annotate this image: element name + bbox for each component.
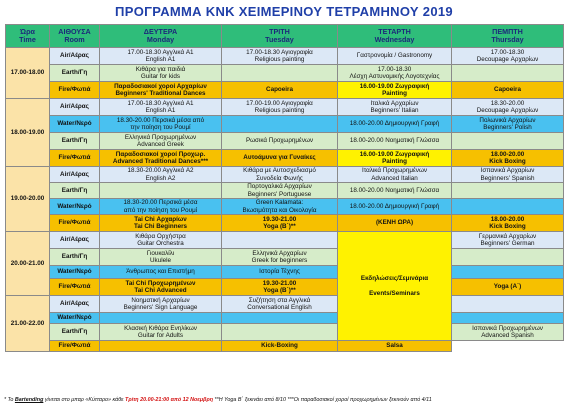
cell — [222, 313, 338, 324]
cell: Γαστρονομία / Gastronomy — [338, 48, 452, 65]
room-earth: Earth/Γη — [50, 133, 100, 150]
cell: 17.00-18.30 Λέσχη Αστυνομικής Λογοτεχνίας — [338, 65, 452, 82]
cell: Yoga (Α΄) — [452, 279, 564, 296]
room-air: Air/Αέρας — [50, 48, 100, 65]
cell: Tai Chi Προχωρημένων Tai Chi Advanced — [100, 279, 222, 296]
room-earth: Earth/Γη — [50, 249, 100, 266]
room-fire: Fire/Φωτιά — [50, 150, 100, 167]
time-slot-2: 18.00-19.00 — [6, 99, 50, 167]
page-title: ΠΡΟΓΡΑΜΜΑ ΚΝΚ ΧΕΙΜΕΡΙΝΟΥ ΤΕΤΡΑΜΗΝΟΥ 2019 — [115, 4, 453, 19]
header-monday: ΔΕΥΤΕΡΑ Monday — [100, 25, 222, 48]
cell: Tai Chi Αρχαρίων Tai Chi Beginners — [100, 215, 222, 232]
cell: Capoeira — [222, 82, 338, 99]
room-water: Water/Νερό — [50, 116, 100, 133]
cell: Ελληνικά Προχωρημένων Advanced Greek — [100, 133, 222, 150]
table-row — [6, 48, 564, 65]
cell: Ισπανικά Αρχαρίων Beginners' Spanish — [452, 167, 564, 183]
header-time: Ώρα Time — [6, 25, 50, 48]
header-room: ΑΙΘΟΥΣΑ Room — [50, 25, 100, 48]
time-slot-3: 19.00-20.00 — [6, 167, 50, 232]
table-row — [6, 324, 564, 341]
table-row — [6, 215, 564, 232]
cell — [222, 65, 338, 82]
cell: Κιθάρα για παιδιά Guitar for kids — [100, 65, 222, 82]
table-row — [6, 150, 564, 167]
table-row — [6, 232, 564, 249]
cell: 18.30-20.00 Decoupage Αρχαρίων — [452, 99, 564, 116]
time-slot-5: 21.00-22.00 — [6, 296, 50, 352]
table-row — [6, 65, 564, 82]
cell — [452, 183, 564, 199]
room-air: Air/Αέρας — [50, 232, 100, 249]
table-row — [6, 296, 564, 313]
room-earth: Earth/Γη — [50, 183, 100, 199]
cell — [100, 313, 222, 324]
cell: 18.30-20.00 Περσικά μέσα από την ποίηση του Ρουμί — [100, 116, 222, 133]
header-thursday: ΠΕΜΠΤΗ Thursday — [452, 25, 564, 48]
cell: 18.00-20.00 Νοηματική Γλώσσα — [338, 133, 452, 150]
room-air: Air/Αέρας — [50, 99, 100, 116]
table-row — [6, 133, 564, 150]
table-row — [6, 313, 564, 324]
cell — [222, 232, 338, 249]
cell: 18.00-20.00 Δημιουργική Γραφή — [338, 199, 452, 215]
table-row — [6, 279, 564, 296]
table-row — [6, 249, 564, 266]
header-tuesday: ΤΡΙΤΗ Tuesday — [222, 25, 338, 48]
table-row — [6, 82, 564, 99]
table-row — [6, 183, 564, 199]
room-water: Water/Νερό — [50, 313, 100, 324]
cell — [222, 116, 338, 133]
cell — [452, 249, 564, 266]
cell: 19.30-21.00 Yoga (Β΄)** — [222, 279, 338, 296]
room-water: Water/Νερό — [50, 199, 100, 215]
cell: 18.00-20.00 Δημιουργική Γραφή — [338, 116, 452, 133]
cell: 18.00-20.00 Kick Boxing — [452, 150, 564, 167]
cell: Γερμανικά Αρχαρίων Beginners' German — [452, 232, 564, 249]
table-row — [6, 116, 564, 133]
header-wednesday: ΤΕΤΑΡΤΗ Wednesday — [338, 25, 452, 48]
cell: 17.00-18.30 Decoupage Αρχαρίων — [452, 48, 564, 65]
cell: Ιταλικά Προχωρημένων Advanced Italian — [338, 167, 452, 183]
cell: Green Kalamata: Βιωσιμότητα και Οικολογία — [222, 199, 338, 215]
room-earth: Earth/Γη — [50, 324, 100, 341]
cell: 17.00-18.30 Αγιογραφία Religious painting — [222, 48, 338, 65]
events-cell: Εκδηλώσεις/Σεμινάρια Events/Seminars — [338, 232, 452, 341]
cell — [452, 133, 564, 150]
table-row — [6, 341, 564, 352]
header-row — [6, 25, 564, 48]
room-fire: Fire/Φωτιά — [50, 279, 100, 296]
room-earth: Earth/Γη — [50, 65, 100, 82]
cell — [100, 341, 222, 352]
cell: 18.30-20.00 Περσικά μέσα από την ποίηση του Ρουμί — [100, 199, 222, 215]
cell: Ρωσικά Προχωρημένων — [222, 133, 338, 150]
table-row — [6, 99, 564, 116]
cell: Άνθρωπος και Επιστήμη — [100, 266, 222, 279]
cell: 18.30-20.00 Αγγλικά A2 English A2 — [100, 167, 222, 183]
cell: Ιστορία Τέχνης — [222, 266, 338, 279]
cell: Salsa — [338, 341, 452, 352]
footnote: * Το Bartending γίνεται στο μπαρ «Κύτταρο» κάθε Τρίτη 20.00-21:00 από 12 Νοεμβρη **Η Yoga B΄ ξεκινάει από 8/10 ***Οι παραδοσιακοί χοροί προχωρημένων ξεκινούν από 4/11 — [4, 397, 432, 403]
cell: Αυτοάμυνα για Γυναίκες — [222, 150, 338, 167]
time-slot-1: 17.00-18.00 — [6, 48, 50, 99]
cell: Κιθάρα Ορχήστρα Guitar Orchestra — [100, 232, 222, 249]
cell: 16.00-19.00 Ζωγραφική Painting — [338, 82, 452, 99]
room-fire: Fire/Φωτιά — [50, 341, 100, 352]
cell: Πολωνικά Αρχαρίων Beginners' Polish — [452, 116, 564, 133]
table-row — [6, 167, 564, 183]
cell: Γιουκαλίλι Ukulele — [100, 249, 222, 266]
cell: 19.30-21.00 Yoga (Β΄)** — [222, 215, 338, 232]
cell: Συζήτηση στα Αγγλικά Conversational English — [222, 296, 338, 313]
table-row — [6, 266, 564, 279]
room-water: Water/Νερό — [50, 266, 100, 279]
room-air: Air/Αέρας — [50, 296, 100, 313]
cell: Capoeira — [452, 82, 564, 99]
cell — [452, 313, 564, 324]
cell: Κιθάρα με Αυτοσχεδιασμό Συνοδεία Φωνής — [222, 167, 338, 183]
cell: Ελληνικά Αρχαρίων Greek for beginners — [222, 249, 338, 266]
schedule-table — [5, 24, 564, 352]
room-air: Air/Αέρας — [50, 167, 100, 183]
cell: Kick-Boxing — [222, 341, 338, 352]
cell: 17.00-18.30 Αγγλικά A1 English A1 — [100, 99, 222, 116]
cell — [452, 266, 564, 279]
cell: 16.00-19.00 Ζωγραφική Painting — [338, 150, 452, 167]
cell: 18.00-20.00 Νοηματική Γλώσσα — [338, 183, 452, 199]
cell — [222, 324, 338, 341]
cell — [452, 296, 564, 313]
room-fire: Fire/Φωτιά — [50, 215, 100, 232]
room-fire: Fire/Φωτιά — [50, 82, 100, 99]
cell: Παραδοσιακοί χοροί Προχωρ. Advanced Traditional Dances*** — [100, 150, 222, 167]
cell: 17.00-19.00 Αγιογραφία Religious painting — [222, 99, 338, 116]
cell — [100, 183, 222, 199]
cell — [452, 65, 564, 82]
cell: 18.00-20.00 Kick Boxing — [452, 215, 564, 232]
cell: (ΚΕΝΗ ΩΡΑ) — [338, 215, 452, 232]
cell: Ισπανικά Προχωρημένων Advanced Spanish — [452, 324, 564, 341]
cell — [452, 199, 564, 215]
cell: Νοηματική Αρχαρίων Beginners' Sign Language — [100, 296, 222, 313]
cell: Πορτογαλικά Αρχαρίων Beginners' Portuguese — [222, 183, 338, 199]
time-slot-4: 20.00-21.00 — [6, 232, 50, 296]
cell: 17.00-18.30 Αγγλικά A1 English A1 — [100, 48, 222, 65]
table-row — [6, 199, 564, 215]
cell: Κλασική Κιθάρα Ενηλίκων Guitar for Adults — [100, 324, 222, 341]
cell: Παραδοσιακοί χοροί Αρχαρίων Beginners' Traditional Dances — [100, 82, 222, 99]
cell: Ιταλικά Αρχαρίων Beginners' Italian — [338, 99, 452, 116]
